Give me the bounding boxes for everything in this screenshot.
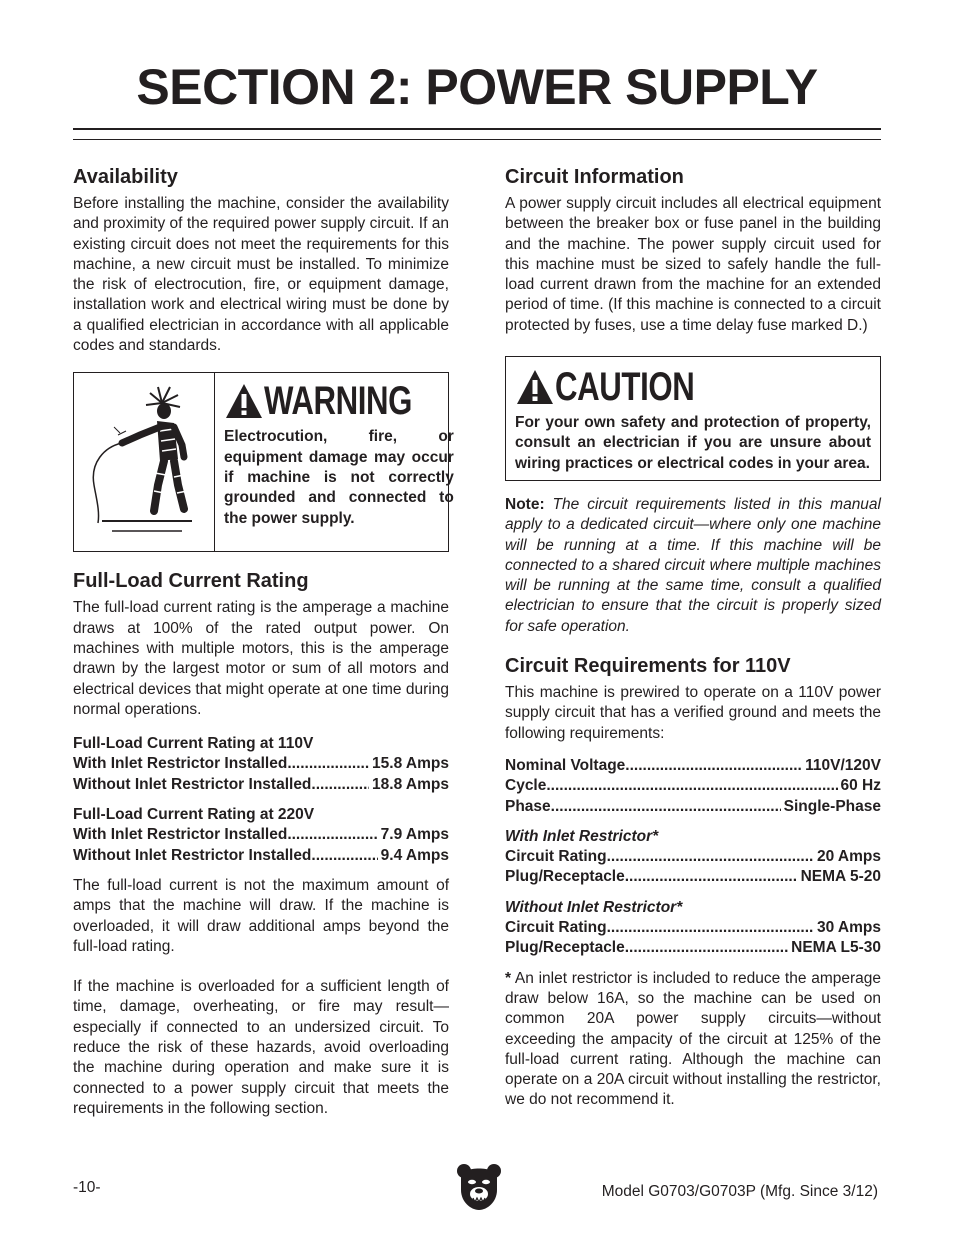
with-restrictor-title: With Inlet Restrictor* bbox=[505, 827, 659, 845]
right-column bbox=[505, 164, 881, 1111]
without-restrictor-specs bbox=[505, 898, 881, 959]
dot-leader bbox=[551, 797, 781, 817]
full-load-body-3: If the machine is overloaded for a sufficient length of time, damage, overheating, or fire may result—especially if connected to an undersized circuit. To reduce the risk of these hazards, avoid overloading the machine during operation and make sure it is connected to a power supply circuit that meets the requirements in the following section. bbox=[73, 978, 449, 1117]
full-load-body: The full-load current rating is the amperage a machine draws at 100% of the rated output power. On machines with multiple motors, this is the amperage drawn by the largest motor or sum of all motors and electrical devices that might operate at one time during normal operations. bbox=[73, 599, 449, 718]
caution-box bbox=[505, 356, 881, 481]
spec-label: Phase bbox=[505, 797, 551, 815]
spec-label: With Inlet Restrictor Installed bbox=[73, 826, 288, 844]
circuit-info-heading: Circuit Information bbox=[505, 166, 684, 188]
spec-value: 18.8 Amps bbox=[372, 775, 449, 793]
spec-row bbox=[73, 846, 449, 866]
title-rule-thin bbox=[73, 139, 881, 140]
warning-text bbox=[215, 373, 464, 551]
spec-label: Nominal Voltage bbox=[505, 756, 626, 774]
footnote-mark: * bbox=[505, 969, 512, 987]
spec-row bbox=[73, 825, 449, 845]
page-number: -10- bbox=[73, 1179, 101, 1196]
spec-label: Plug/Receptacle bbox=[505, 868, 625, 886]
availability-body: Before installing the machine, consider the availability and proximity of the required power supply circuit. If an existing circuit does not meet the requirements for this machine, a new circuit must be installed. To minimize the risk of electrocution, fire, or equipment damage, installation work and electrical wiring must be done by a qualified electrician in accordance with all applicable codes and standards. bbox=[73, 195, 449, 355]
warning-word: WARNING bbox=[264, 379, 413, 424]
full-load-110-title: Full-Load Current Rating at 110V bbox=[73, 735, 314, 753]
spec-row bbox=[73, 775, 449, 795]
spec-value: 20 Amps bbox=[816, 848, 881, 866]
page-title: SECTION 2: POWER SUPPLY bbox=[136, 59, 818, 115]
req-110-heading: Circuit Requirements for 110V bbox=[505, 655, 791, 678]
full-load-220-title: Full-Load Current Rating at 220V bbox=[73, 806, 315, 824]
spec-row bbox=[505, 867, 881, 887]
dot-leader bbox=[311, 775, 369, 795]
spec-row bbox=[505, 847, 881, 867]
spec-row bbox=[505, 776, 881, 796]
full-load-220-block bbox=[73, 805, 449, 866]
warning-box bbox=[73, 372, 454, 552]
dot-leader bbox=[625, 938, 788, 958]
note-label: Note: bbox=[505, 495, 545, 513]
spec-value: 15.8 Amps bbox=[372, 755, 449, 773]
full-load-heading: Full-Load Current Rating bbox=[73, 570, 309, 593]
dot-leader bbox=[287, 825, 377, 845]
spec-row bbox=[505, 756, 881, 776]
req-110-specs bbox=[505, 756, 881, 817]
availability-heading: Availability bbox=[73, 166, 178, 188]
note bbox=[505, 495, 881, 637]
model-info: Model G0703/G0703P (Mfg. Since 3/12) bbox=[601, 1183, 878, 1200]
caution-message: For your own safety and protection of property, consult an electrician if you are unsure about wiring practices or electrical codes in your area. bbox=[515, 414, 871, 472]
with-restrictor-specs bbox=[505, 827, 881, 888]
footnote-text: An inlet restrictor is included to reduce the amperage draw below 16A, so the machine can be used on common 20A power supply circuits—without exceeding the ampacity of the circuit at 125% of the full-load current rating. Although the machine can operate on a 20A circuit without installing the restrictor, we do not recommend it. bbox=[505, 969, 881, 1109]
caution-triangle-icon bbox=[515, 368, 555, 406]
grizzly-bear-logo-icon bbox=[455, 1162, 503, 1212]
warning-title bbox=[224, 379, 454, 423]
note-text: The circuit requirements listed in this manual apply to a dedicated circuit—where only one machine will be running at a time. If this machine will be connected to a shared circuit where multiple machines will be running at the same time, consult a qualified electrician to ensure that the circuit is properly sized for safe operation. bbox=[505, 495, 881, 635]
spec-label: With Inlet Restrictor Installed bbox=[73, 755, 288, 773]
caution-word: CAUTION bbox=[555, 365, 695, 410]
left-column bbox=[73, 164, 454, 1119]
spec-value: 9.4 Amps bbox=[380, 846, 449, 864]
caution-title bbox=[515, 365, 871, 409]
spec-label: Without Inlet Restrictor Installed bbox=[73, 775, 312, 793]
spec-label: Circuit Rating bbox=[505, 919, 607, 937]
dot-leader bbox=[625, 867, 798, 887]
warning-message: Electrocution, fire, or equipment damage may occur if machine is not correctly grounded and connected to the power supply. bbox=[224, 428, 454, 527]
spec-row bbox=[505, 797, 881, 817]
spec-label: Without Inlet Restrictor Installed bbox=[73, 846, 312, 864]
spec-value: NEMA L5-30 bbox=[791, 939, 881, 957]
spec-label: Plug/Receptacle bbox=[505, 939, 625, 957]
dot-leader bbox=[607, 918, 814, 938]
spec-row bbox=[73, 754, 449, 774]
without-restrictor-title: Without Inlet Restrictor* bbox=[505, 898, 683, 916]
spec-row bbox=[505, 918, 881, 938]
electrocution-icon bbox=[74, 373, 215, 551]
spec-row bbox=[505, 938, 881, 958]
spec-value: 30 Amps bbox=[816, 919, 881, 937]
req-110-body: This machine is prewired to operate on a 110V power supply circuit that has a verified ground and meets the following requirements: bbox=[505, 684, 881, 742]
title-rule-thick bbox=[73, 128, 881, 130]
warning-triangle-icon bbox=[224, 382, 264, 420]
spec-label: Cycle bbox=[505, 777, 547, 795]
restrictor-footnote bbox=[505, 969, 881, 1111]
dot-leader bbox=[607, 847, 814, 867]
spec-value: NEMA 5-20 bbox=[800, 868, 881, 886]
dot-leader bbox=[546, 776, 837, 796]
dot-leader bbox=[311, 846, 377, 866]
spec-value: 110V/120V bbox=[805, 756, 881, 774]
spec-value: Single-Phase bbox=[783, 797, 881, 815]
circuit-info-body: A power supply circuit includes all electrical equipment between the breaker box or fuse panel in the building and the machine. The power supply circuit used for this machine must be sized to safely handle the full-load current drawn from the machine for an extended period of time. (If this machine is connected to a circuit protected by fuses, use a time delay fuse marked D.) bbox=[505, 195, 881, 334]
spec-value: 7.9 Amps bbox=[380, 826, 449, 844]
dot-leader bbox=[625, 756, 802, 776]
spec-value: 60 Hz bbox=[840, 777, 881, 795]
spec-label: Circuit Rating bbox=[505, 848, 607, 866]
full-load-body-2: The full-load current is not the maximum amount of amps that the machine will draw. If the machine is overloaded, it will draw additional amps beyond the full-load rating. bbox=[73, 876, 449, 955]
dot-leader bbox=[287, 754, 369, 774]
full-load-110-block bbox=[73, 734, 449, 795]
